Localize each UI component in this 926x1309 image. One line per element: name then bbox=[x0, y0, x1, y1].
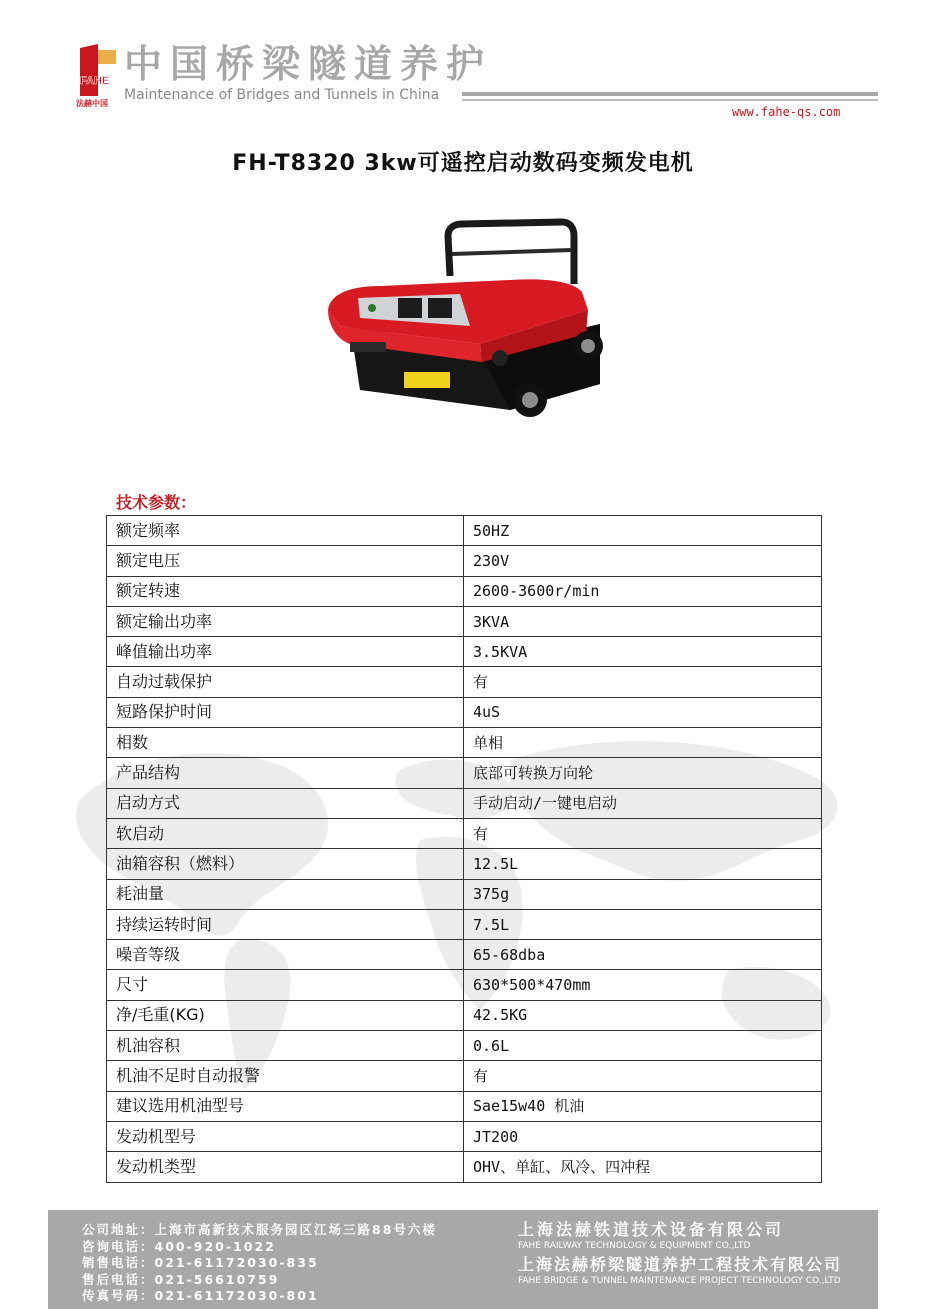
table-row bbox=[107, 1061, 822, 1091]
spec-value: 630*500*470mm bbox=[464, 970, 822, 1000]
after-sales-phone: 售后电话：021-56610759 bbox=[82, 1271, 280, 1287]
table-row bbox=[107, 1031, 822, 1061]
spec-name: 机油不足时自动报警 bbox=[107, 1061, 464, 1091]
spec-value: 12.5L bbox=[464, 849, 822, 879]
spec-value: 7.5L bbox=[464, 909, 822, 939]
spec-name: 噪音等级 bbox=[107, 940, 464, 970]
table-row bbox=[107, 879, 822, 909]
spec-value: JT200 bbox=[464, 1121, 822, 1151]
table-row bbox=[107, 970, 822, 1000]
table-row bbox=[107, 516, 822, 546]
spec-name: 建议选用机油型号 bbox=[107, 1091, 464, 1121]
logo-text: FAHE bbox=[80, 75, 110, 87]
spec-value: OHV、单缸、风冷、四冲程 bbox=[464, 1152, 822, 1182]
spec-table bbox=[106, 515, 822, 1183]
table-row bbox=[107, 637, 822, 667]
sales-phone: 销售电话：021-61172030-835 bbox=[82, 1255, 319, 1271]
table-row bbox=[107, 1152, 822, 1182]
spec-name: 额定转速 bbox=[107, 576, 464, 606]
table-row bbox=[107, 728, 822, 758]
table-row bbox=[107, 546, 822, 576]
spec-name: 净/毛重(KG) bbox=[107, 1000, 464, 1030]
spec-name: 额定输出功率 bbox=[107, 606, 464, 636]
spec-value: 2600-3600r/min bbox=[464, 576, 822, 606]
table-row bbox=[107, 1091, 822, 1121]
spec-value: 有 bbox=[464, 1061, 822, 1091]
spec-value: Sae15w40 机油 bbox=[464, 1091, 822, 1121]
spec-value: 42.5KG bbox=[464, 1000, 822, 1030]
table-row bbox=[107, 788, 822, 818]
spec-value: 有 bbox=[464, 818, 822, 848]
spec-heading: 技术参数： bbox=[116, 493, 197, 512]
spec-name: 软启动 bbox=[107, 818, 464, 848]
spec-name: 自动过载保护 bbox=[107, 667, 464, 697]
spec-value: 3.5KVA bbox=[464, 637, 822, 667]
header-rule-thin bbox=[462, 99, 878, 101]
header-rule bbox=[462, 92, 878, 96]
spec-name: 发动机型号 bbox=[107, 1121, 464, 1151]
product-title: FH-T8320 3kw可遥控启动数码变频发电机 bbox=[232, 151, 694, 176]
website-url[interactable]: www.fahe-qs.com bbox=[732, 105, 841, 119]
fax-number: 传真号码：021-61172030-801 bbox=[82, 1288, 319, 1304]
spec-value: 有 bbox=[464, 667, 822, 697]
spec-name: 短路保护时间 bbox=[107, 697, 464, 727]
table-row bbox=[107, 940, 822, 970]
company1-name-en: FAHE RAILWAY TECHNOLOGY & EQUIPMENT CO.,LTD bbox=[517, 1241, 751, 1251]
spec-name: 发动机类型 bbox=[107, 1152, 464, 1182]
table-row bbox=[107, 1121, 822, 1151]
spec-name: 额定频率 bbox=[107, 516, 464, 546]
spec-name: 尺寸 bbox=[107, 970, 464, 1000]
table-row bbox=[107, 1000, 822, 1030]
table-row bbox=[107, 909, 822, 939]
contact-info bbox=[82, 1222, 437, 1305]
spec-value: 50HZ bbox=[464, 516, 822, 546]
spec-value: 0.6L bbox=[464, 1031, 822, 1061]
table-row bbox=[107, 667, 822, 697]
table-row bbox=[107, 697, 822, 727]
brand-name-cn: 中国桥梁隧道养护 bbox=[124, 42, 493, 86]
table-row bbox=[107, 849, 822, 879]
table-row bbox=[107, 818, 822, 848]
spec-value: 230V bbox=[464, 546, 822, 576]
table-row bbox=[107, 576, 822, 606]
generator-image bbox=[310, 214, 616, 420]
spec-value: 375g bbox=[464, 879, 822, 909]
spec-name: 机油容积 bbox=[107, 1031, 464, 1061]
company2-name-en: FAHE BRIDGE & TUNNEL MAINTENANCE PROJECT TECHNOLOGY CO.,LTD bbox=[517, 1276, 841, 1286]
spec-name: 耗油量 bbox=[107, 879, 464, 909]
spec-name: 启动方式 bbox=[107, 788, 464, 818]
spec-value: 单相 bbox=[464, 728, 822, 758]
spec-name: 油箱容积（燃料） bbox=[107, 849, 464, 879]
fahe-logo-icon bbox=[78, 44, 118, 106]
footer bbox=[48, 1210, 878, 1309]
brand-name-en: Maintenance of Bridges and Tunnels in China bbox=[124, 87, 440, 103]
logo-caption: 法赫中国 bbox=[76, 99, 108, 108]
spec-value: 3KVA bbox=[464, 606, 822, 636]
table-row bbox=[107, 606, 822, 636]
spec-value: 65-68dba bbox=[464, 940, 822, 970]
spec-value: 手动启动/一键电启动 bbox=[464, 788, 822, 818]
company1-name-cn: 上海法赫铁道技术设备有限公司 bbox=[517, 1220, 784, 1239]
table-row bbox=[107, 758, 822, 788]
company-names bbox=[518, 1220, 842, 1287]
spec-name: 额定电压 bbox=[107, 546, 464, 576]
company-address: 公司地址：上海市高新技术服务园区江场三路88号六楼 bbox=[82, 1222, 437, 1237]
spec-name: 相数 bbox=[107, 728, 464, 758]
spec-name: 产品结构 bbox=[107, 758, 464, 788]
spec-name: 持续运转时间 bbox=[107, 909, 464, 939]
spec-value: 4uS bbox=[464, 697, 822, 727]
company2-name-cn: 上海法赫桥梁隧道养护工程技术有限公司 bbox=[517, 1255, 842, 1274]
consult-phone: 咨询电话：400-920-1022 bbox=[82, 1238, 276, 1254]
spec-value: 底部可转换万向轮 bbox=[464, 758, 822, 788]
spec-name: 峰值输出功率 bbox=[107, 637, 464, 667]
